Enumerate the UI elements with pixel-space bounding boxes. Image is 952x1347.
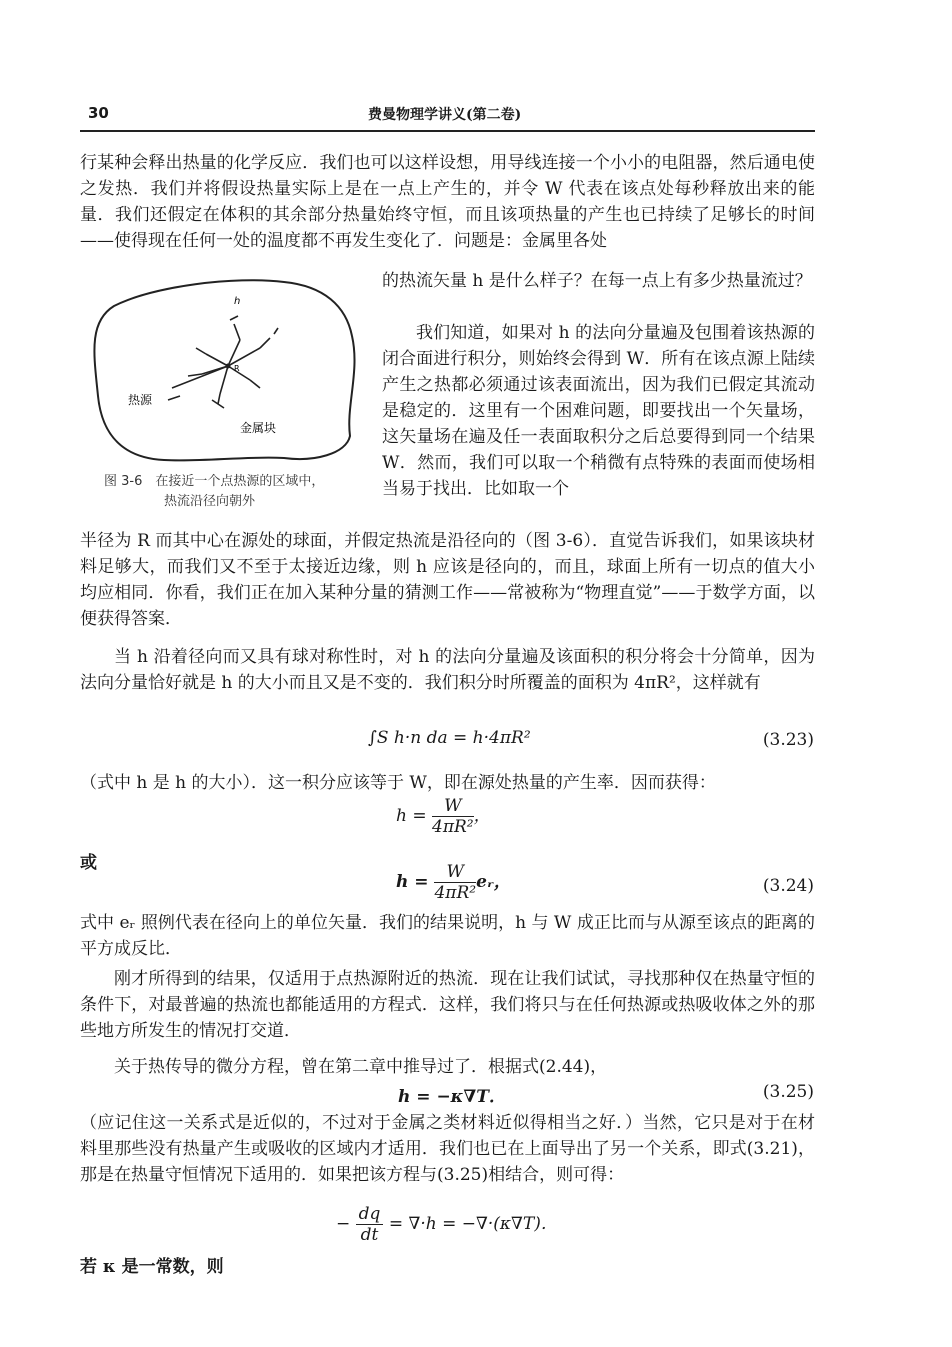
paragraph-closed-surface: 我们知道，如果对 h 的法向分量遍及包围着该热源的闭合面进行积分，则始终会得到 W．所有在该点源上陆续产生之热都必须通过该表面流出，因为我们已假定其流动是稳定的．这里有一个困难问题，即要找出一个矢量场，这矢量场在遍及任一表面取积分之后总要得到同一个结果 W．然而，我们可以取一个稍微有点特殊的表面而使场相当易于找出．比如取一个 [382,323,815,499]
paragraph-unit-vector: 式中 eᵣ 照例代表在径向上的单位矢量．我们的结果说明，h 与 W 成正比而与从源至该点的距离的平方成反比． [80,913,815,959]
eq-last-minus: − [336,1214,351,1234]
word-or: 或 [80,853,97,873]
page-number: 30 [88,104,109,122]
equation-number-3-23: (3.23) [762,730,814,750]
eq-324-lhs: h = [396,872,429,892]
paragraph-intro: 行某种会释出热量的化学反应．我们也可以这样设想，用导线连接一个小小的电阻器，然后通电使之发热．我们并将假设热量实际上是在一点上产生的，并令 W 代表在该点处每秒释放出来的能量．我们还假定在体积的其余部分热量始终守恒，而且该项热量的产生也已持续了足够长的时间——使得现在任何一处的温度都不再发生变化了．问题是：金属里各处 [80,153,815,251]
paragraph-general-flow: 刚才所得到的结果，仅适用于点热源附近的热流．现在让我们试试，寻找那种仅在热量守恒的条件下，对最普遍的热流也都能适用的方程式．这样，我们将只与在任何热源或热吸收体之外的那些地方所发生的情况打交道． [80,969,815,1041]
eq-h-fraction [432,796,474,837]
label-metal-block: 金属块 [240,421,277,435]
label-heat-source: 热源 [128,393,153,407]
equation-number-3-24: (3.24) [762,876,814,896]
running-header: 费曼物理学讲义(第二卷) [368,107,522,123]
equation-dq-dt [336,1204,558,1245]
eq-h-tail: ， [473,806,491,826]
eq-324-fraction [434,862,476,903]
paragraph-integral-result: （式中 h 是 h 的大小）．这一积分应该等于 W，即在源处热量的产生率．因而获得： [80,773,716,793]
eq-last-denominator: dt [360,1225,379,1245]
paragraph-symmetry: 当 h 沿着径向而又具有球对称性时，对 h 的法向分量遍及该面积的积分将会十分简单，因为法向分量恰好就是 h 的大小而且又是不变的．我们积分时所覆盖的面积为 4πR²，这样就有 [80,647,815,693]
eq-324-numerator: W [434,862,476,883]
label-R: R [234,364,240,373]
equation-3-25: h = −κ∇T． [398,1087,506,1107]
eq-last-numerator: dq [356,1204,384,1225]
eq-324-tail: eᵣ， [476,872,511,892]
eq-h-numerator: W [432,796,474,817]
paragraph-radial: 半径为 R 而其中心在源处的球面，并假定热流是沿径向的（图 3-6）．直觉告诉我们，如果该块材料足够大，而我们又不至于太接近边缘，则 h 应该是径向的，而且，球面上所有一切点的值大小均应相同．你看，我们正在加入某种分量的猜测工作——常被称为“物理直觉”——于数学方面，以便获得答案． [80,531,815,629]
figure-caption-line2: 热流沿径向朝外 [164,494,256,509]
final-line: 若 κ 是一常数，则 [80,1257,224,1277]
paragraph-approximation: （应记住这一关系式是近似的，不过对于金属之类材料近似得相当之好．）当然，它只是对于在材料里那些没有热量产生或吸收的区域内才适用．我们也已在上面导出了另一个关系，即式(3.21)，那是在热量守恒情况下适用的．如果把该方程与(3.25)相结合，则可得： [80,1113,815,1185]
paragraph-flow-vector: 的热流矢量 h 是什么样子？在每一点上有多少热量流过？ [382,271,812,291]
figure-caption-line1: 图 3-6 在接近一个点热源的区域中， [104,474,325,489]
equation-3-24 [396,862,511,903]
equation-number-3-25: (3.25) [762,1082,814,1102]
figure-3-6 [84,276,374,466]
equation-h-magnitude [396,796,491,837]
eq-last-rest: = ∇·h = −∇·(κ∇T)． [388,1214,558,1234]
eq-h-lhs: h = [396,806,427,826]
header-rule [80,130,815,132]
equation-3-23: ∫S h·n da = h·4πR² [368,728,531,748]
eq-last-fraction [356,1204,384,1245]
paragraph-differential-eq: 关于热传导的微分方程，曾在第二章中推导过了．根据式(2.44)， [114,1057,608,1077]
eq-324-denominator: 4πR² [434,883,477,903]
label-h: h [234,296,241,307]
figure-drawing [84,276,374,466]
eq-h-denominator: 4πR² [432,817,474,837]
heat-source-point [226,364,231,369]
